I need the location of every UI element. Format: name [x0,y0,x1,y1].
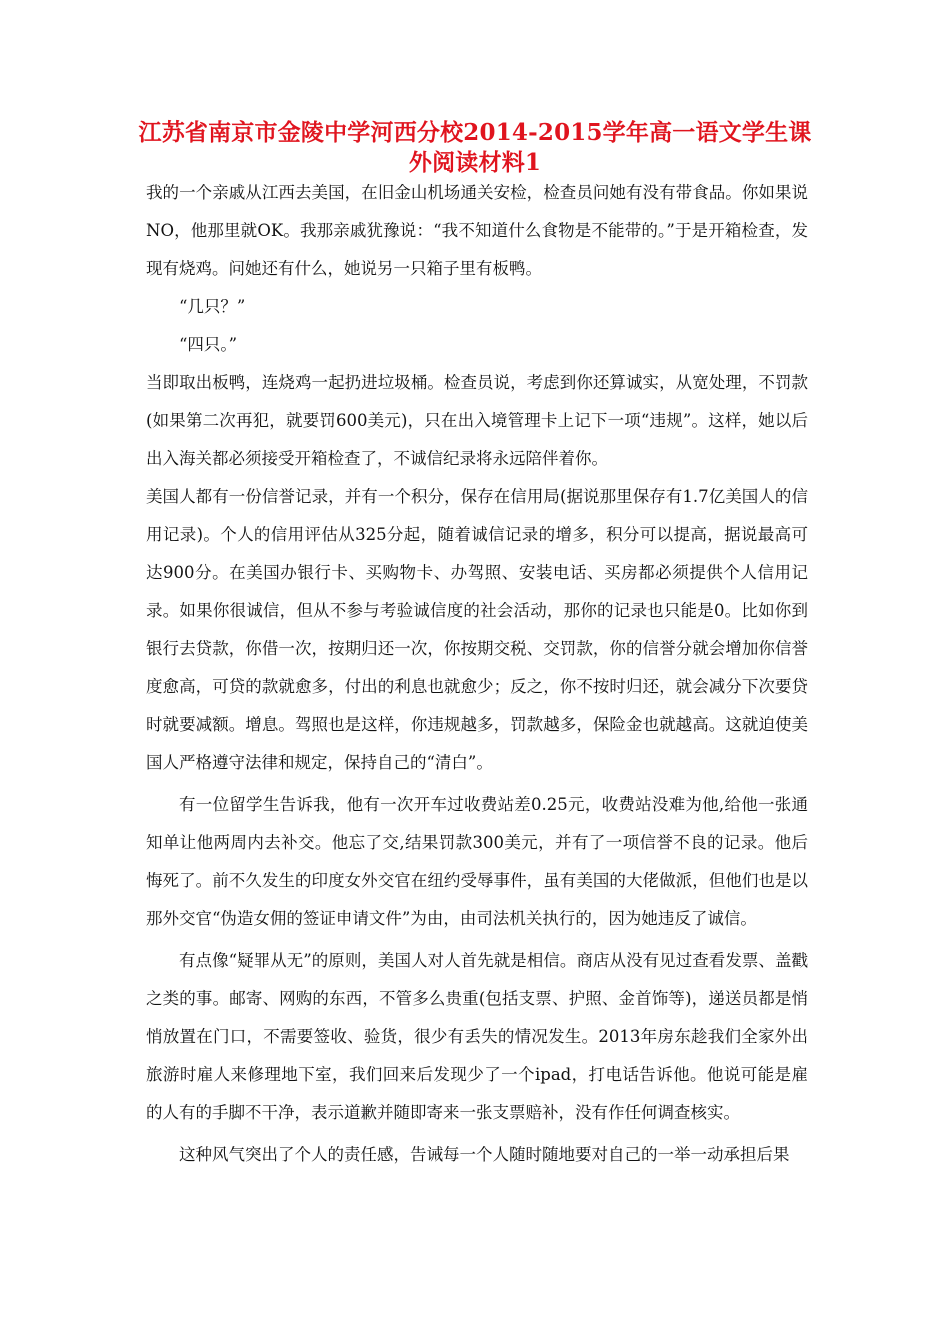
paragraph-4: 当即取出板鸭，连烧鸡一起扔进垃圾桶。检查员说，考虑到你还算诚实，从宽处理，不罚款(如果第二次再犯，就要罚600美元)，只在出入境管理卡上记下一项“违规”。这样，她以后出入海关都必须接受开箱检查了，不诚信纪录将永远陪伴着你。 [146,373,808,468]
document-title: 江苏省南京市金陵中学河西分校2014-2015学年高一语文学生课外阅读材料1 [138,119,812,176]
paragraph-3: “四只。” [179,335,238,354]
paragraph-1: 我的一个亲戚从江西去美国，在旧金山机场通关安检，检查员问她有没有带食品。你如果说NO，他那里就OK。我那亲戚犹豫说：“我不知道什么食物是不能带的。”于是开箱检查，发现有烧鸡。问她还有什么，她说另一只箱子里有板鸭。 [146,183,808,278]
paragraph-6: 有一位留学生告诉我，他有一次开车过收费站差0.25元，收费站没难为他,给他一张通知单让他两周内去补交。他忘了交,结果罚款300美元，并有了一项信誉不良的记录。他后悔死了。前不久发生的印度女外交官在纽约受辱事件，虽有美国的大佬做派，但他们也是以那外交官“伪造女佣的签证申请文件”为由，由司法机关执行的，因为她违反了诚信。 [146,795,808,928]
paragraph-7: 有点像“疑罪从无”的原则，美国人对人首先就是相信。商店从没有见过查看发票、盖戳之类的事。邮寄、网购的东西，不管多么贵重(包括支票、护照、金首饰等)，递送员都是悄悄放置在门口，不需要签收、验货，很少有丢失的情况发生。2013年房东趁我们全家外出旅游时雇人来修理地下室，我们回来后发现少了一个ipad，打电话告诉他。他说可能是雇的人有的手脚不干净，表示道歉并随即寄来一张支票赔补，没有作任何调查核实。 [146,951,808,1122]
paragraph-5: 美国人都有一份信誉记录，并有一个积分，保存在信用局(据说那里保存有1.7亿美国人的信用记录)。个人的信用评估从325分起，随着诚信记录的增多，积分可以提高，据说最高可达900分。在美国办银行卡、买购物卡、办驾照、安装电话、买房都必须提供个人信用记录。如果你很诚信，但从不参与考验诚信度的社会活动，那你的记录也只能是0。比如你到银行去贷款，你借一次，按期归还一次，你按期交税、交罚款，你的信誉分就会增加你信誉度愈高，可贷的款就愈多，付出的利息也就愈少；反之，你不按时归还，就会减分下次要贷时就要减额。增息。驾照也是这样，你违规越多，罚款越多，保险金也就越高。这就迫使美国人严格遵守法律和规定，保持自己的“清白”。 [146,487,808,772]
document-body [146,174,808,1174]
paragraph-8: 这种风气突出了个人的责任感，告诫每一个人随时随地要对自己的一举一动承担后果 [179,1145,790,1164]
paragraph-2: “几只？” [179,297,246,316]
